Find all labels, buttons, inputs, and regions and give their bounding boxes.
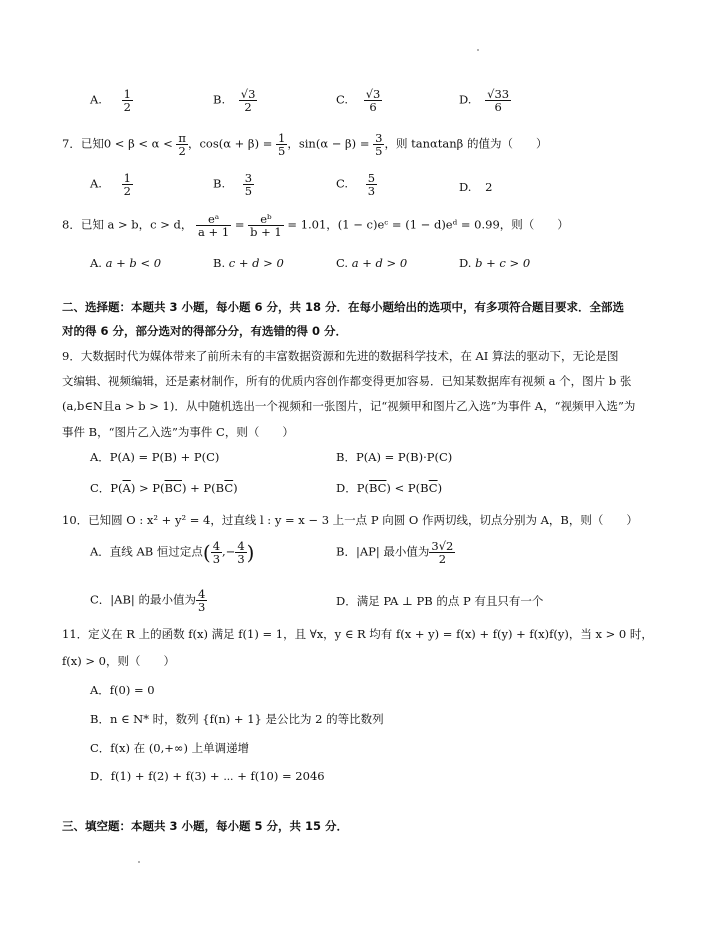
q8-option-a: A. a + b < 0 [90,256,162,270]
q11-option-a: A．f(0) = 0 [90,683,155,697]
q6-option-a: A. $\frac{1}{2}$ [90,87,131,115]
section-2-heading-cont: 对的得 6 分，部分选对的得部分分，有选错的得 0 分． [62,324,348,338]
q8-option-c: C. a + d > 0 [336,256,408,270]
q6-option-b: B. $\frac{√3}{2}$ [213,87,256,115]
section-3-heading: 三、填空题：本题共 3 小题，每小题 5 分，共 15 分． [62,819,349,833]
q11-option-c: C．f(x) 在 (0,+∞) 上单调递增 [90,741,250,755]
q8-stem: 8．已知 a > b，c > d， $\frac{\text{eᵃ}}{a + 1}$ = $\frac{\text{eᵇ}}{b + 1}$ = 1.01，(1 − c)eᶜ = (1 − d)eᵈ = 0.99，则（ ） [62,212,569,240]
q7-option-c: C. $\frac{5}{3}$ [336,171,376,199]
q8-option-d: D. b + c > 0 [459,256,531,270]
q9-stem-line-2: 文编辑、视频编辑，还是素材制作，所有的优质内容创作都变得更加容易．已知某数据库有视频 a 个，图片 b 张 [62,374,632,388]
q10-option-d: D．满足 PA ⊥ PB 的点 P 有且只有一个 [336,594,544,608]
q11-stem-line-1: 11．定义在 R 上的函数 f(x) 满足 f(1) = 1，且 ∀x，y ∈ R 均有 f(x + y) = f(x) + f(y) + f(x)f(y)，当 x > 0 时， [62,627,653,641]
q9-option-d: D．$P(\overline{BC}) < P(B\overline{C})$ [336,481,443,495]
q9-option-b: B．P(A) = P(B)·P(C) [336,450,453,464]
q11-stem-line-2: f(x) > 0，则（ ） [62,654,175,668]
section-2-heading: 二、选择题：本题共 3 小题，每小题 6 分，共 18 分．在每小题给出的选项中，有多项符合题目要求．全部选 [62,300,625,314]
q8-option-b: B. c + d > 0 [213,256,284,270]
q10-option-b: B．|AP| 最小值为 $\frac{3√2}{2}$ [336,539,454,567]
scan-dot-bottom [138,861,140,863]
q11-option-d: D．f(1) + f(2) + f(3) + ⋯ + f(10) = 2046 [90,769,325,783]
q10-option-c: C．|AB| 的最小值为 $\frac{4}{3}$ [90,587,206,615]
q9-option-a: A．P(A) = P(B) + P(C) [90,450,220,464]
q7-option-d: D. 2 [459,180,493,194]
scan-dot [477,49,479,51]
q7-stem: 7．已知0 < β < α < $\frac{\pi}{2}$ ，cos(α + β) = $\frac{1}{5}$ ，sin(α − β) = $\frac{3}{5}$ ，则 tanαtanβ 的值为（ ） [62,131,548,159]
q7-option-a: A. $\frac{1}{2}$ [90,171,131,199]
q9-stem-line-3: (a,b∈N且a > b > 1)．从中随机选出一个视频和一张图片，记“视频甲和图片乙入选”为事件 A，“视频甲入选”为 [62,399,636,413]
q9-stem-line-1: 9．大数据时代为媒体带来了前所未有的丰富数据资源和先进的数据科学技术，在 AI 算法的驱动下，无论是图 [62,349,619,363]
q10-stem: 10．已知圆 O : x² + y² = 4，过直线 l : y = x − 3 上一点 P 向圆 O 作两切线，切点分别为 A，B，则（ ） [62,513,638,527]
q11-option-b: B．n ∈ N* 时，数列 {f(n) + 1} 是公比为 2 的等比数列 [90,712,384,726]
q6-option-c: C. $\frac{√3}{6}$ [336,87,381,115]
q9-stem-line-4: 事件 B，“图片乙入选”为事件 C，则（ ） [62,425,294,439]
q10-option-a: A．直线 AB 恒过定点( $\frac{4}{3}$ ,− $\frac{4}{3}$ ) [90,539,255,567]
q7-option-b: B. $\frac{3}{5}$ [213,171,253,199]
q6-option-d: D. $\frac{√33}{6}$ [459,87,510,115]
q9-option-c: C．$P(\overline{A}) > P(\overline{BC}) + P(B\overline{C})$ [90,481,238,495]
